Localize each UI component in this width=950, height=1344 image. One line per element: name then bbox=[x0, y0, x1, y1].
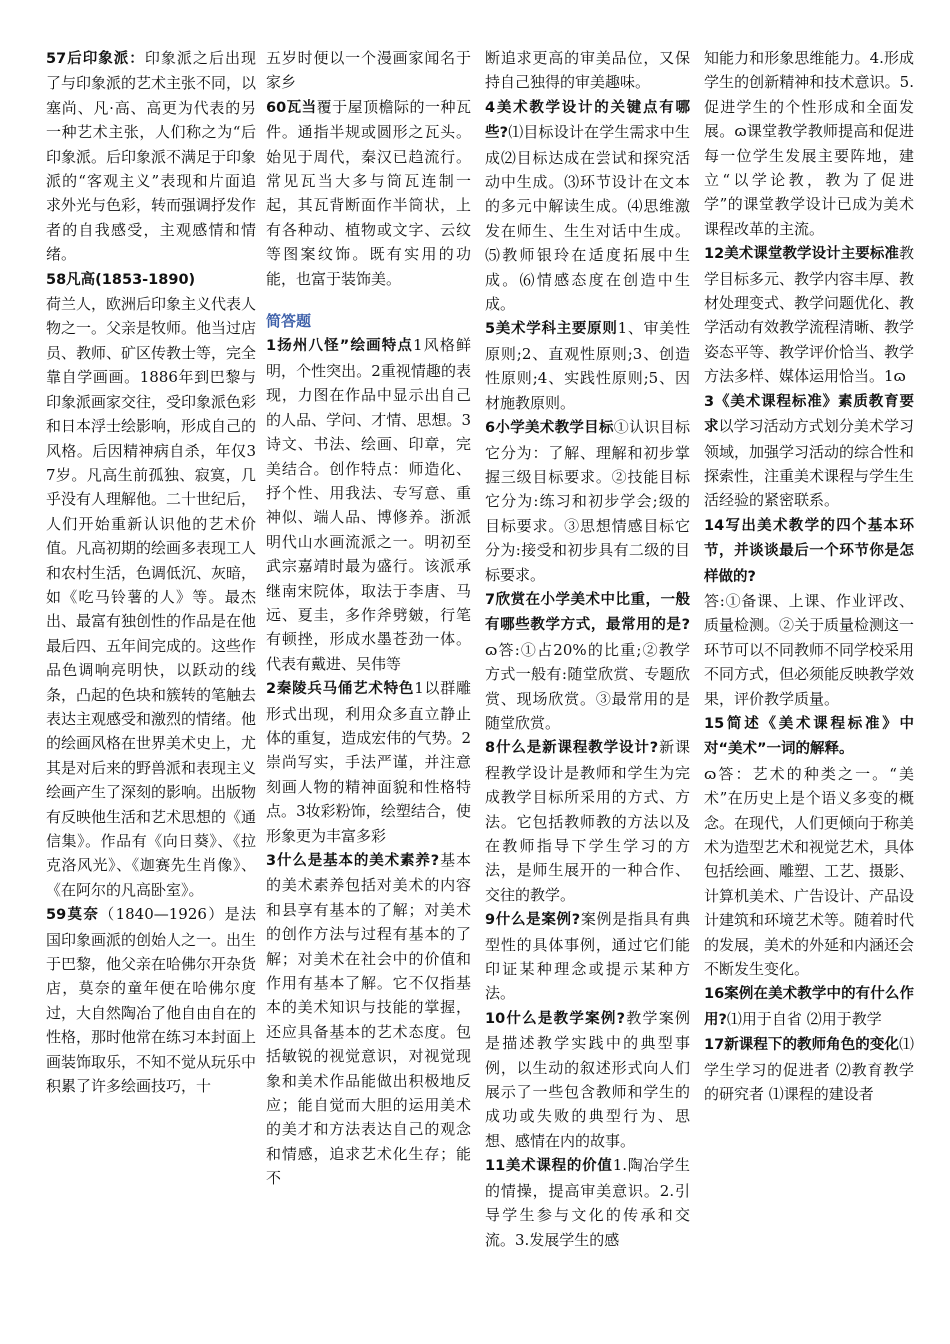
question-1-heading: 1扬州八怪”绘画特点 bbox=[266, 338, 414, 355]
document-page bbox=[46, 46, 916, 1316]
entry-59 bbox=[46, 902, 256, 1098]
question-7-body: ɷ答:①占20%的比重;②教学方式一般有:随堂欣赏、专题欣赏、现场欣赏。③最常用的是随堂欣赏。 bbox=[485, 640, 690, 732]
column-4 bbox=[704, 46, 914, 1316]
question-12 bbox=[704, 241, 914, 388]
entry-59-continued bbox=[266, 46, 471, 95]
question-9-body: 案例是指具有典型性的具体事例，通过它们能印证某种理念或提示某种方法。 bbox=[485, 910, 690, 1003]
question-7-heading: 7欣赏在小学美术中比重，一般有哪些教学方式，最常用的是? bbox=[485, 591, 690, 634]
question-17-heading: 17新课程下的教师角色的变化 bbox=[704, 1037, 899, 1054]
question-12-heading: 12美术课堂教学设计主要标准 bbox=[704, 246, 899, 263]
question-1-body: 1风格鲜明，个性突出。2重视情趣的表现，力图在作品中显示出自己的人品、学问、才情、思想。3诗文、书法、绘画、印章，完美结合。创作特点：师造化、抒个性、用我法、专写意、重神似、端人品、博修养。浙派明代山水画流派之一。明初至武宗嘉靖时最为盛行。该派承继南宋院体，取法于李唐、马远、夏圭，多作斧劈皴，行笔有顿挫，形成水墨苍劲一体。代表有戴进、吴伟等 bbox=[266, 336, 471, 673]
entry-57-body: 印象派之后出现了与印象派的艺术主张不同，以塞尚、凡·高、高更为代表的另一种艺术主张，人们称之为“后印象派。后印象派不满足于印象派的“客观主义”表现和片面追求外光与色彩，转而强调抒发作者的自我感受，主观感情和情绪。 bbox=[46, 49, 257, 264]
column-1 bbox=[46, 46, 266, 1316]
question-3-heading: 3什么是基本的美术素养? bbox=[266, 853, 440, 869]
question-5-body: 1、审美性原则;2、直观性原则;3、创造性原则;4、实践性原则;5、因材施教原则。 bbox=[485, 319, 691, 412]
entry-59-heading: 59莫奈 bbox=[46, 907, 100, 924]
entry-58-body: 荷兰人，欧洲后印象主义代表人物之一。父亲是牧师。他当过店员、教师、矿区传教士等，完全靠自学画画。1886年到巴黎与印象派画家交往，受印象派色彩和日本浮士绘影响，形成自己的风格。后因精神病自杀，年仅37岁。凡高生前孤独、寂寞，几乎没有人理解他。二十世纪后，人们开始重新认识他的艺术价值。凡高初期的绘画多表现工人和农村生活，色调低沉、灰暗，如《吃马铃薯的人》等。最杰出、最富有独创性的作品是在他最后四、五年间完成的。这些作品色调响亮明快，以跃动的线条，凸起的色块和簇转的笔触去表达主观感受和激烈的情绪。他的绘画风格在世界美术史上，尤其是对后来的野兽派和表现主义绘画产生了深刻的影响。出版物有反映他生活和艺术思想的《通信集》。作品有《向日葵》、《拉克洛风光》、《迦赛先生肖像》、《在阿尔的凡高卧室》。 bbox=[46, 295, 257, 899]
question-6 bbox=[485, 415, 690, 587]
question-15-heading: 15简述《美术课程标准》中对“美术”一词的解释。 bbox=[704, 715, 914, 758]
entry-57 bbox=[46, 46, 256, 267]
column-2 bbox=[266, 46, 485, 1316]
question-3 bbox=[266, 848, 471, 1191]
question-11-continued-body: 知能力和形象思维能力。4.形成学生的创新精神和技术意识。5.促进学生的个性形成和全面发展。ɷ课堂教学教师提高和促进每一位学生发展主要阵地，建立“以学论教，教为了促进学”的课堂教学设计已成为美术课程改革的主流。 bbox=[704, 49, 914, 238]
question-11-continued bbox=[704, 46, 914, 241]
question-10 bbox=[485, 1006, 690, 1153]
question-10-body: 教学案例是描述教学实践中的典型事例，以生动的叙述形式向人们展示了一些包含教师和学生的成功或失败的典型行为、思想、感情在内的故事。 bbox=[485, 1008, 690, 1150]
question-7 bbox=[485, 587, 690, 735]
question-10-heading: 10什么是教学案例? bbox=[485, 1010, 626, 1027]
question-16-body: ⑴用于自省 ⑵用于教学 bbox=[726, 1009, 882, 1028]
question-11-heading: 11美术课程的价值 bbox=[485, 1158, 613, 1175]
question-4 bbox=[485, 95, 690, 317]
entry-59-body: （1840—1926）是法国印象画派的创始人之一。出生于巴黎，他父亲在哈佛尔开杂货店，莫奈的童年便在哈佛尔度过，大自然陶冶了他自由自在的性格，那时他常在练习本封面上画装饰取乐，不知不觉从玩乐中积累了许多绘画技巧，十 bbox=[46, 905, 257, 1096]
question-13 bbox=[704, 389, 914, 513]
question-14 bbox=[704, 513, 914, 711]
entry-59-continued-body: 五岁时便以一个漫画家闻名于家乡 bbox=[266, 49, 471, 92]
question-5 bbox=[485, 316, 690, 415]
question-9-heading: 9什么是案例? bbox=[485, 912, 581, 929]
question-11 bbox=[485, 1153, 690, 1252]
question-8-heading: 8什么是新课程教学设计? bbox=[485, 740, 659, 757]
question-2-body: 1以群雕形式出现，利用众多直立静止体的重复，造成宏伟的气势。2崇尚写实，手法严谨，并注意刻画人物的精神面貌和性格特点。3妆彩粉饰，绘塑结合，使形象更为丰富多彩 bbox=[266, 679, 472, 845]
entry-58-heading: 58凡高(1853-1890) bbox=[46, 271, 196, 288]
question-5-heading: 5美术学科主要原则 bbox=[485, 321, 618, 338]
question-2-heading: 2秦陵兵马俑艺术特色 bbox=[266, 681, 415, 698]
question-8 bbox=[485, 735, 690, 907]
question-3-continued bbox=[485, 46, 690, 95]
question-16 bbox=[704, 981, 914, 1032]
question-13-body: 以学习活动方式划分美术学习领域，加强学习活动的综合性和探索性，注重美术课程与学生生活经验的紧密联系。 bbox=[704, 417, 914, 510]
question-9 bbox=[485, 907, 690, 1006]
section-title: 简答题 bbox=[266, 312, 312, 331]
question-6-heading: 6小学美术教学目标 bbox=[485, 420, 614, 437]
question-4-heading: 4美术教学设计的关键点有哪些? bbox=[485, 99, 690, 142]
entry-58 bbox=[46, 267, 256, 903]
question-3-continued-body: 断追求更高的审美品位，又保持自己独得的审美趣味。 bbox=[485, 49, 690, 92]
question-2 bbox=[266, 676, 471, 848]
question-8-body: 新课程教学设计是教师和学生为完成教学目标所采用的方式、方法。它包括教师教的方法以及在教师指导下学生学习的方法，是师生展开的一种合作、交往的教学。 bbox=[485, 738, 690, 904]
question-11-body: 1.陶冶学生的情操，提高审美意识。2.引导学生参与文化的传承和交流。3.发展学生的感 bbox=[485, 1156, 690, 1249]
question-6-body: ①认识目标它分为：了解、理解和初步掌握三级目标要求。②技能目标它分为:练习和初步学会;级的目标要求。③思想情感目标它分为:接受和初步具有二级的目标要求。 bbox=[485, 418, 690, 584]
question-14-body: 答:①备课、上课、作业评改、质量检测。②关于质量检测这一环节可以不同教师不同学校采用不同方式，但必须能反映教学效果，评价教学质量。 bbox=[704, 591, 914, 708]
question-13-heading: 3《美术课程标准》素质教育要求 bbox=[704, 393, 914, 436]
entry-60-body: 覆于屋顶檐际的一种瓦件。通指半规或圆形之瓦头。始见于周代，秦汉已趋流行。常见瓦当大多与筒瓦连制一起，其瓦背断面作半筒状，上有各种动、植物或文字、云纹等图案纹饰。既有实用的功能，也富于装饰美。 bbox=[266, 97, 471, 288]
column-3 bbox=[485, 46, 704, 1316]
entry-57-heading: 57后印象派： bbox=[46, 51, 145, 67]
question-17 bbox=[704, 1032, 914, 1106]
question-15-body: ɷ答：艺术的种类之一。“美术”在历史上是个语义多变的概念。在现代，人们更倾向于称美术为造型艺术和视觉艺术，具体包括绘画、雕塑、工艺、摄影、计算机美术、广告设计、产品设计建筑和环境艺术等。随着时代的发展，美术的外延和内涵还会不断发生变化。 bbox=[704, 764, 914, 979]
question-3-body: 基本的美术素养包括对美术的内容和县享有基本的了解；对美术的创作方法与过程有基本的了解；对美术在社会中的价值和作用有基本了解。它不仅指基本的美术知识与技能的掌握，还应具备基本的艺术态度。包括敏锐的视觉意识，对视觉现象和美术作品能做出积极地反应；能自觉而大胆的运用美术的美才和方法表达自己的观念和情感，追求艺术化生存；能不 bbox=[266, 851, 471, 1188]
question-15 bbox=[704, 711, 914, 981]
question-1 bbox=[266, 333, 471, 676]
question-12-body: 教学目标多元、教学内容丰厚、教材处理变式、教学问题优化、教学活动有效教学流程清晰、教学姿态平等、教学评价恰当、教学方法多样、媒体运用恰当。1ɷ bbox=[704, 244, 914, 386]
question-17-body: ⑴学生学习的促进者 ⑵教育教学的研究者 ⑴课程的建设者 bbox=[704, 1035, 914, 1104]
question-4-body: ⑴目标设计在学生需求中生成⑵目标达成在尝试和探究活动中生成。⑶环节设计在文本的多元中解读生成。⑷思维激发在师生、生生对话中生成。⑸教师银玲在适度拓展中生成。⑹情感态度在创造中生成。 bbox=[485, 123, 690, 314]
question-14-heading: 14写出美术教学的四个基本环节，并谈谈最后一个环节你是怎样做的? bbox=[704, 517, 914, 585]
question-16-heading: 16案例在美术教学中的有什么作用? bbox=[704, 986, 914, 1028]
entry-60-heading: 60瓦当 bbox=[266, 99, 317, 116]
entry-60 bbox=[266, 95, 471, 291]
